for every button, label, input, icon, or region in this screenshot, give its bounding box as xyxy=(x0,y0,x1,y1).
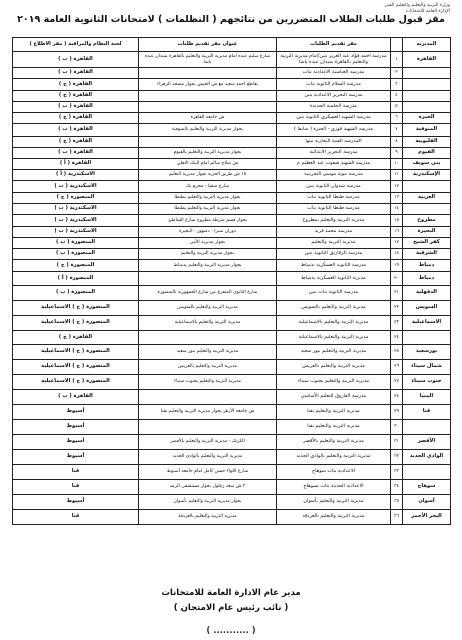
table-row xyxy=(13,204,451,215)
table-row xyxy=(13,480,451,495)
submission-location-cell: مدرسة الشهيد فوزي - الجيزة ( سابقا ) xyxy=(277,124,391,137)
control-committee-cell: المنصورة ( ج ) الاسماعيلية xyxy=(13,360,139,375)
control-committee-cell: أسيوط xyxy=(13,405,139,420)
governorate-cell: الأقصر xyxy=(403,435,451,450)
governorate-cell xyxy=(403,68,451,79)
table-body xyxy=(13,52,451,525)
governorate-cell: دمياط xyxy=(403,260,451,272)
governorate-cell: الشرقية xyxy=(403,249,451,260)
address-cell xyxy=(139,390,277,405)
control-committee-cell: المنصورة ( أ ) xyxy=(13,272,139,286)
submission-location-cell: مدرسة الثانوية بنات بنين xyxy=(277,286,391,301)
table-row xyxy=(13,260,451,272)
address-cell: بجوار مديرية التربية والتعليم xyxy=(139,249,277,260)
table-row xyxy=(13,465,451,480)
submission-location-cell: مدرسة نبوية موسى التجريبية xyxy=(277,170,391,181)
table-row xyxy=(13,227,451,238)
governorate-cell: القاهرة xyxy=(403,52,451,68)
address-cell: بجوار مديرية الأمن xyxy=(139,238,277,249)
table-row xyxy=(13,249,451,260)
governorate-cell: الوادي الجديد xyxy=(403,450,451,465)
table-row xyxy=(13,238,451,249)
row-number-cell: ٢٨ xyxy=(391,390,403,405)
submission-location-cell: مدرسة الحلمية الجديدة xyxy=(277,102,391,113)
row-number-cell: ٣٥ xyxy=(391,495,403,510)
address-cell xyxy=(139,331,277,345)
signature-name: ( ........... ) xyxy=(206,626,256,636)
submission-location-cell: مديرية التربية والتعليم بالاسماعيلية xyxy=(277,331,391,345)
control-committee-cell: قنا xyxy=(13,510,139,525)
control-committee-cell: أسيوط xyxy=(13,495,139,510)
table-row xyxy=(13,113,451,124)
table-row xyxy=(13,79,451,91)
row-number-cell: ٣٢ xyxy=(391,450,403,465)
submission-location-cell: مدرسة الزقازيق الثانوية بنين xyxy=(277,249,391,260)
submission-location-cell: المدرسة الفنية التجارية ببنها xyxy=(277,137,391,148)
control-committee-cell: المنصورة ( ب ) xyxy=(13,286,139,301)
column-header xyxy=(391,38,403,52)
table-row xyxy=(13,272,451,286)
governorate-cell xyxy=(403,465,451,480)
address-cell: شارع الثانوي المتفرع من شارع الجمهورية بالمنصورة xyxy=(139,286,277,301)
address-cell: بجوار قسم شرطة مطروح شارع الشاطئ xyxy=(139,215,277,227)
row-number-cell: ٤ xyxy=(391,91,403,102)
row-number-cell: ٢٢ xyxy=(391,301,403,316)
row-number-cell: ١٢ xyxy=(391,181,403,193)
control-committee-cell: المنصورة ( ج ) xyxy=(13,260,139,272)
table-row xyxy=(13,301,451,316)
table-row xyxy=(13,159,451,170)
control-committee-cell: القاهرة ( ج ) xyxy=(13,91,139,102)
address-cell: شارع اللواء حسن كامل امام جامعة أسيوط xyxy=(139,465,277,480)
submission-location-cell: مديرية التربية والتعليم بالسويس xyxy=(277,301,391,316)
submission-location-cell: مدرسة الشهيد صفوت عبد العظيم م xyxy=(277,159,391,170)
row-number-cell: ٢٦ xyxy=(391,360,403,375)
address-cell: مديرية التربية والتعليم بالوادي الجديد xyxy=(139,450,277,465)
ministry-header xyxy=(300,3,450,14)
control-committee-cell: أسيوط xyxy=(13,450,139,465)
submission-location-cell: مديرية التربية والتعليم بالأقصر xyxy=(277,435,391,450)
control-committee-cell: القاهرة ( ب ) xyxy=(13,68,139,79)
table-row xyxy=(13,102,451,113)
address-cell: مديرية التربية والتعليم بالعريش xyxy=(139,360,277,375)
submission-location-cell: مديرية التربية والتعليم xyxy=(277,238,391,249)
column-header: لجنة النظام والمراقبة ( مقر الاطلاع ) xyxy=(13,38,139,52)
submission-location-cell: مديرية التربية والتعليم بالعريش xyxy=(277,360,391,375)
table-row xyxy=(13,360,451,375)
table-row xyxy=(13,420,451,435)
control-committee-cell: قنا xyxy=(13,480,139,495)
table-row xyxy=(13,215,451,227)
governorate-cell xyxy=(403,204,451,215)
submission-location-cell: مدرسة شدوان الثانوية بنين xyxy=(277,181,391,193)
row-number-cell: ١ xyxy=(391,52,403,68)
address-cell: مديرية التربية والتعليم بالاسماعيلية xyxy=(139,316,277,331)
table-row xyxy=(13,52,451,68)
control-committee-cell: القاهرة ( ب ) xyxy=(13,102,139,113)
submission-location-cell: مديرية التربية والتعليم بأسوان xyxy=(277,495,391,510)
table-row xyxy=(13,316,451,331)
address-cell: بجوار مديرية التربية والتعليم بطنطا xyxy=(139,204,277,215)
signature-subtitle: ( نائب رئيس عام الامتحان ) xyxy=(173,603,289,613)
table-row xyxy=(13,137,451,148)
column-header: عنوان مقر تقديم طلبات xyxy=(139,38,277,52)
governorate-cell xyxy=(403,91,451,102)
governorate-cell: بورسعيد xyxy=(403,345,451,360)
row-number-cell: ٨ xyxy=(391,137,403,148)
submission-location-cell: مدرسة السلام الثانوية بنات xyxy=(277,79,391,91)
address-cell: مديرية التربية والتعليم ببور سعيد xyxy=(139,345,277,360)
row-number-cell: ٣٠ xyxy=(391,420,403,435)
table-row xyxy=(13,91,451,102)
address-cell: ١٥ ش طريق الحرية بجوار مديرية التعليم xyxy=(139,170,277,181)
address-cell: دوران شبرا - دمنهور - البحيرة xyxy=(139,227,277,238)
submission-location-cell: مديرية التربية والتعليم بالوادي الجديد xyxy=(277,450,391,465)
address-cell: ٢ ش سعد زغلول بجوار مستشفى الرمد xyxy=(139,480,277,495)
row-number-cell: ١٤ xyxy=(391,204,403,215)
submission-location-cell: مديرية التربية والتعليم بقنا xyxy=(277,405,391,420)
address-cell: ش جامعة القاهرة xyxy=(139,113,277,124)
governorate-cell: سوهاج xyxy=(403,480,451,495)
control-committee-cell: الاسكندرية ( ب ) xyxy=(13,181,139,193)
governorate-cell: الجيزة xyxy=(403,113,451,124)
row-number-cell: ١٥ xyxy=(391,215,403,227)
address-cell: ش جامعة الأزهر بجوار مديرية التربية والتعليم بقنا xyxy=(139,405,277,420)
address-cell xyxy=(139,420,277,435)
table-row xyxy=(13,390,451,405)
row-number-cell: ٣٣ xyxy=(391,465,403,480)
table-row xyxy=(13,375,451,390)
control-committee-cell: القاهرة ( ب ) xyxy=(13,124,139,137)
submission-location-cell: مدرسة الشهيد العسكري الثانوية بنين xyxy=(277,113,391,124)
control-committee-cell: أسيوط xyxy=(13,420,139,435)
row-number-cell: ٢٣ xyxy=(391,316,403,331)
governorate-cell: الاسماعيلية xyxy=(403,316,451,331)
row-number-cell: ٢٧ xyxy=(391,375,403,390)
governorate-cell: المنيا xyxy=(403,390,451,405)
signature-title: مدير عام الادارة العامة للامتحانات xyxy=(161,588,301,598)
submission-location-cell: مدرسة طنطا الثانوية بنات xyxy=(277,204,391,215)
submission-location-cell: مدرسة طنطا الثانوية بنات xyxy=(277,193,391,204)
table-row xyxy=(13,495,451,510)
control-committee-cell: القاهرة ( ج ) xyxy=(13,331,139,345)
control-committee-cell: الاسكندرية ( ب ) xyxy=(13,204,139,215)
table-header-row xyxy=(13,38,451,52)
address-cell: بجوار مديرية التربية والتعليم بالمنوفية xyxy=(139,124,277,137)
governorate-cell: مطروح xyxy=(403,215,451,227)
row-number-cell: ٧ xyxy=(391,124,403,137)
control-committee-cell: الاسكندرية ( ب ) xyxy=(13,227,139,238)
control-committee-cell: قنا xyxy=(13,465,139,480)
governorate-cell: الإسكندرية xyxy=(403,170,451,181)
ministry-line: الإدارة العامة للامتحانات xyxy=(405,8,450,14)
control-committee-cell: القاهرة ( ج ) xyxy=(13,113,139,124)
control-committee-cell: القاهرة ( ج ) xyxy=(13,79,139,91)
submission-location-cell: مديرية الثانوية العسكرية بدمياط xyxy=(277,272,391,286)
submission-location-cell: مديرية التربية والتعليم بالغردقة xyxy=(277,510,391,525)
row-number-cell: ١٣ xyxy=(391,193,403,204)
governorate-cell: دمياط xyxy=(403,272,451,286)
governorate-cell: بني سويف xyxy=(403,159,451,170)
address-cell: تقاطع احمد سعيد مع ش الجيش بجوار مسجد الزهراء xyxy=(139,79,277,91)
governorate-cell xyxy=(403,102,451,113)
submission-location-cell: مديرية التربية والتعليم ببور سعيد xyxy=(277,345,391,360)
governorate-cell xyxy=(403,79,451,91)
column-header: مقر تقديم الطلبات xyxy=(277,38,391,52)
submission-location-cell: مديرية التربية والتعليم بالاسماعيلية xyxy=(277,316,391,331)
row-number-cell: ٢٥ xyxy=(391,345,403,360)
document-title: مقر قبول طلبات الطلاب المتضررين من نتائجهم ( التظلمات ) لامتحانات الثانوية العامة ٢٠١٩ xyxy=(17,14,445,25)
row-number-cell: ١٨ xyxy=(391,249,403,260)
control-committee-cell: المنصورة ( ج ) الاسماعيلية xyxy=(13,345,139,360)
table-row xyxy=(13,148,451,159)
governorate-cell: الفيوم xyxy=(403,148,451,159)
row-number-cell: ٢ xyxy=(391,68,403,79)
address-cell xyxy=(139,91,277,102)
governorate-cell: السويس xyxy=(403,301,451,316)
address-cell xyxy=(139,272,277,286)
address-cell xyxy=(139,102,277,113)
governorate-cell: المنوفية xyxy=(403,124,451,137)
control-committee-cell: المنصورة ( ج ) الاسماعيلية xyxy=(13,316,139,331)
control-committee-cell: القاهرة ( ب ) xyxy=(13,52,139,68)
address-cell: ش صلاح سالم امام البنك الاهلي xyxy=(139,159,277,170)
submission-location-cell: مدرسة العباسية الاعدادية بنات xyxy=(277,68,391,79)
address-cell: مديرية التربية والتعليم بالغردقة xyxy=(139,510,277,525)
table-row xyxy=(13,170,451,181)
table-row xyxy=(13,345,451,360)
row-number-cell: ١٠ xyxy=(391,159,403,170)
control-committee-cell: القاهرة ( ب ) xyxy=(13,148,139,159)
row-number-cell: ١٦ xyxy=(391,227,403,238)
submission-location-cell: مدرسة الثانوية العسكرية بدمياط xyxy=(277,260,391,272)
column-header: المديرية xyxy=(403,38,451,52)
table-row xyxy=(13,193,451,204)
governorate-cell: كفر الشيخ xyxy=(403,238,451,249)
address-cell xyxy=(139,137,277,148)
control-committee-cell: القاهرة ( ب ) xyxy=(13,390,139,405)
governorate-cell: قنا xyxy=(403,405,451,420)
submission-location-cell: الاعدادية الحديثة بنات بسوهاج xyxy=(277,480,391,495)
row-number-cell: ٢٠ xyxy=(391,272,403,286)
submission-location-cell: مدرسة الفاروق للتعليم الأساسي xyxy=(277,390,391,405)
table-row xyxy=(13,450,451,465)
row-number-cell: ١٩ xyxy=(391,260,403,272)
governorate-cell: جنوب سيناء xyxy=(403,375,451,390)
control-committee-cell: المنصورة ( ج ) xyxy=(13,193,139,204)
address-cell: شارع سليم عبده امام مديرية التربية والتعليم بالقاهرة بميدان عبده باشا xyxy=(139,52,277,68)
control-committee-cell: القاهرة ( أ ) xyxy=(13,159,139,170)
control-committee-cell: المنصورة ( ب ) xyxy=(13,249,139,260)
row-number-cell: ٥ xyxy=(391,102,403,113)
governorate-cell: شمال سيناء xyxy=(403,360,451,375)
table-row xyxy=(13,124,451,137)
submission-location-cell: مدرسة التحرير الابتدائية xyxy=(277,148,391,159)
table-row xyxy=(13,181,451,193)
control-committee-cell: المنصورة ( ج ) الاسماعيلية xyxy=(13,301,139,316)
submission-location-cell: مدرسة التحرير الاعدادية بنين xyxy=(277,91,391,102)
governorate-cell xyxy=(403,331,451,345)
address-cell: بجوار مديرية التربية والتعليم بطنطا xyxy=(139,193,277,204)
governorate-cell: البحيرة xyxy=(403,227,451,238)
address-cell: بجوار مديرية التربية والتعليم بأسوان xyxy=(139,495,277,510)
submission-location-cell: مدرسة احمد فؤاد عبد العزيز بنين/امام مديرية التربية والتعليم بالقاهرة بميدان عبده باشا xyxy=(277,52,391,68)
address-cell: مديرية التربية والتعليم بالسويس xyxy=(139,301,277,316)
control-committee-cell: أسيوط xyxy=(13,435,139,450)
submission-location-cell: مدرسة محمد فريد xyxy=(277,227,391,238)
row-number-cell: ٣١ xyxy=(391,435,403,450)
governorate-cell: أسوان xyxy=(403,495,451,510)
governorate-cell: الغربية xyxy=(403,193,451,204)
submission-location-cell: مديرية التربية والتعليم بجنوب سيناء xyxy=(277,375,391,390)
submission-location-cell: الاعدادية بنات سوهاج xyxy=(277,465,391,480)
row-number-cell: ٢٩ xyxy=(391,405,403,420)
governorate-cell: البحر الأحمر xyxy=(403,510,451,525)
row-number-cell: ٩ xyxy=(391,148,403,159)
control-committee-cell: الاسكندرية ( ب ) xyxy=(13,215,139,227)
table-row xyxy=(13,68,451,79)
row-number-cell: ٣٤ xyxy=(391,480,403,495)
governorate-cell: القليوبية xyxy=(403,137,451,148)
appeals-table xyxy=(12,37,451,525)
control-committee-cell: المنصورة ( ج ) الاسماعيلية xyxy=(13,375,139,390)
row-number-cell: ٢٤ xyxy=(391,331,403,345)
row-number-cell: ٦ xyxy=(391,113,403,124)
submission-location-cell: مديرية التربية والتعليم بقنا xyxy=(277,420,391,435)
address-cell: مديرية التربية والتعليم بجنوب سيناء xyxy=(139,375,277,390)
row-number-cell: ١٧ xyxy=(391,238,403,249)
row-number-cell: ١١ xyxy=(391,170,403,181)
governorate-cell xyxy=(403,181,451,193)
table-row xyxy=(13,510,451,525)
row-number-cell: ٣٦ xyxy=(391,510,403,525)
governorate-cell: الدقهلية xyxy=(403,286,451,301)
table-row xyxy=(13,405,451,420)
address-cell: شارع منشا - محرم بك xyxy=(139,181,277,193)
table-row xyxy=(13,435,451,450)
submission-location-cell: مديرية التربية والتعليم بمطروح xyxy=(277,215,391,227)
control-committee-cell: المنصورة ( ب ) xyxy=(13,238,139,249)
row-number-cell: ٢١ xyxy=(391,286,403,301)
control-committee-cell: القاهرة ( ج ) xyxy=(13,137,139,148)
table-row xyxy=(13,286,451,301)
address-cell: بجوار مديرية التربية والتعليم بالفيوم xyxy=(139,148,277,159)
address-cell: بجوار مديرية التربية والتعليم بدمياط xyxy=(139,260,277,272)
row-number-cell: ٣ xyxy=(391,79,403,91)
governorate-cell xyxy=(403,420,451,435)
ministry-line: وزارة التربية والتعليم والتعليم الفني xyxy=(384,3,450,8)
control-committee-cell: الاسكندرية ( أ ) xyxy=(13,170,139,181)
address-cell xyxy=(139,68,277,79)
address-cell: الكرنك - مديرية التربية والتعليم بالأقصر xyxy=(139,435,277,450)
table-row xyxy=(13,331,451,345)
